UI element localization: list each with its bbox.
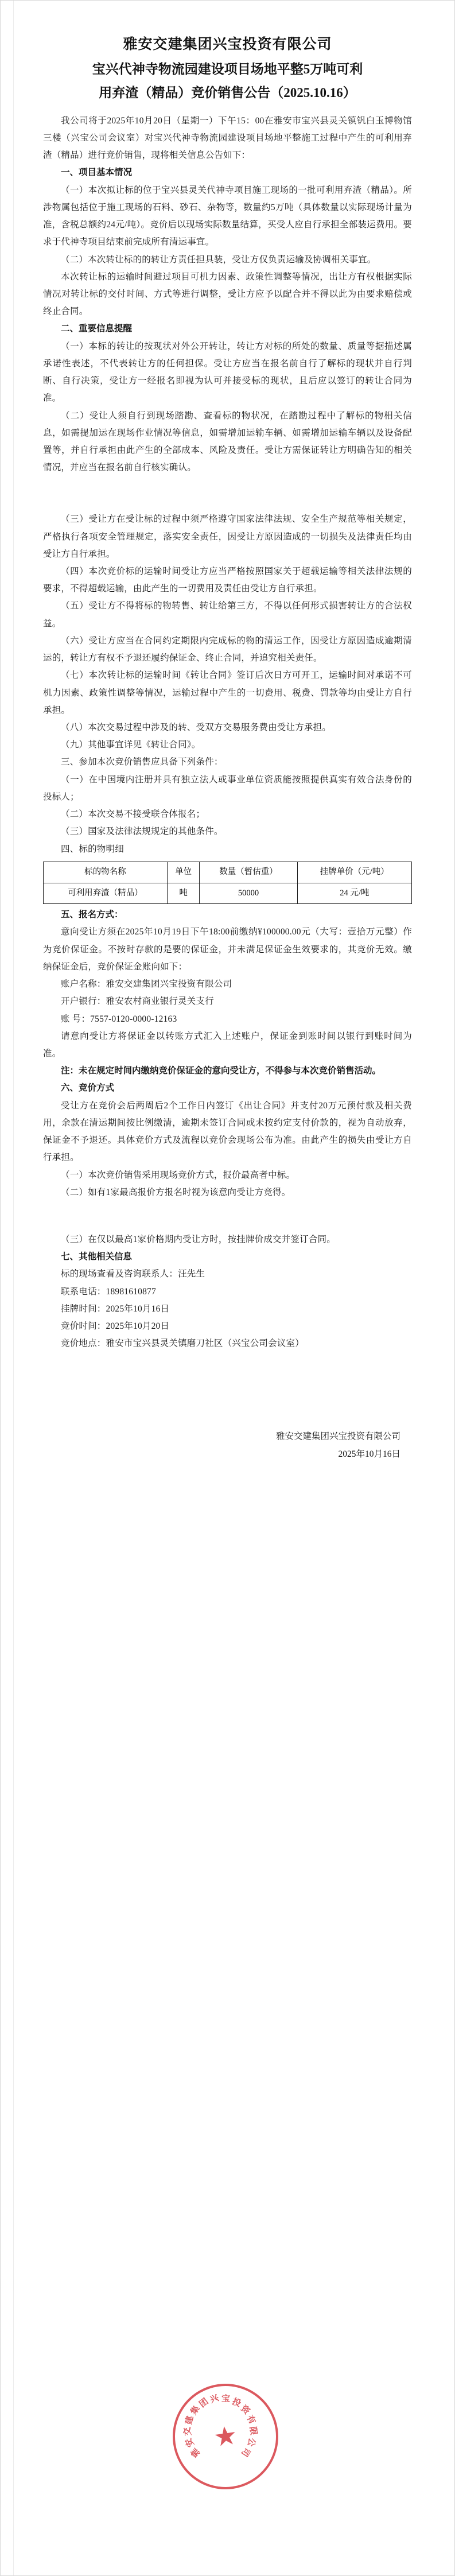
table-header-quantity: 数量（暂估重）	[200, 862, 297, 883]
official-seal	[166, 2377, 285, 2496]
table-header-price: 挂牌单价（元/吨）	[297, 862, 411, 883]
paragraph-notice-5: （五）受让方不得将标的物转售、转让给第三方，不得以任何形式损害转让方的合法权益。	[43, 601, 412, 629]
paragraph-deposit-warning: 注：未在规定时间内缴纳竞价保证金的意向受让方，不得参与本次竞价销售活动。	[61, 1066, 382, 1076]
table-header-unit: 单位	[167, 862, 200, 883]
paragraph-account-bank: 开户银行：雅安农村商业银行灵关支行	[61, 996, 214, 1007]
paragraph-notice-1: （一）本标的转让的按现状对外公开转让，转让方对标的所处的数量、质量等据描述属承诺性表述，不代表转让方的任何担保。受让方应当在报名前自行了解标的现状并自行判断、自行决策，受让方一经报名即视为认可并接受标的现状，且后应以签订的转让合同为准。	[43, 341, 412, 404]
paragraph-qualification-2: （三）国家及法律法规规定的其他条件。	[61, 827, 223, 837]
paragraph-notice-9: （九）其他事宜详见《转让合同》。	[61, 740, 201, 750]
paragraph-bidding-date: 竞价时间：2025年10月20日	[61, 1321, 170, 1332]
paragraph-bidding-3: （二）如有1家最高报价方报名时视为该意向受让方竞得。	[61, 1187, 291, 1197]
page-left-margin	[1, 1, 14, 2575]
paragraph-deposit-note: 请意向受让方将保证金以转账方式汇入上述账户，保证金到账时间以银行到账时间为准。	[43, 1031, 412, 1058]
paragraph-bidding-location: 竞价地点：雅安市宝兴县灵关镇磨刀社区（兴宝公司会议室）	[61, 1339, 304, 1349]
company-header: 雅安交建集团兴宝投资有限公司	[123, 37, 332, 52]
paragraph-notice-7: （七）本次转让标的运输时间《转让合同》签订后次日方可开工，运输时间对承诺不可机力因素、政策性调整等情况，运输过程中产生的一切费用、税费、罚款等均由受让方自行承担。	[43, 670, 412, 715]
paragraph-contact-phone: 联系电话：18981610877	[61, 1286, 156, 1297]
paragraph-bidding-1: 受让方在竞价会后两周后2个工作日内签订《出让合同》并支付20万元预付款及相关费用，余款在清运期间按比例缴清，逾期未签订合同或未按约定支付价款的，视为自动放弃，保证金不予退还。具体竞价方式及流程以竞价会现场公布为准。由此产生的损失由受让方自行承担。	[43, 1100, 412, 1163]
seal-star-icon: ★	[211, 2420, 239, 2453]
table-cell-price: 24 元/吨	[297, 883, 411, 904]
table-header-name: 标的物名称	[44, 862, 168, 883]
paragraph-listing-date: 挂牌时间：2025年10月16日	[61, 1303, 170, 1314]
section-heading-important-notice: 二、重要信息提醒	[61, 324, 133, 334]
paragraph-contact-person: 标的现场查看及咨询联系人：汪先生	[61, 1269, 205, 1279]
paragraph-notice-4: （四）本次竞价标的运输时间受让方应当严格按照国家关于超载运输等相关法律法规的要求，不得超载运输，由此产生的一切费用及责任由受让方自行承担。	[43, 567, 412, 594]
paragraph-deposit: 意向受让方须在2025年10月19日下午18:00前缴纳¥100000.00元（大写：壹拾万元整）作为竞价保证金。不按时存款的是要的保证金，并未满足保证金生效要求的，其竞价无效。缴纳保证金后，竞价保证金账向如下：	[43, 927, 412, 972]
paragraph-notice-2: （二）受让人须自行到现场踏勘、查看标的物状况，在踏勘过程中了解标的物相关信息，如需提加运在现场作业情况等信息，如需增加运输车辆、如需增加运输车辆以及设备配置等，并自行承担由此产生的全部成本、风险及责任。受让方需保证转让方明确告知的相关情况，并应当在报名前自行核实确认。	[43, 410, 412, 473]
signature-company: 雅安交建集团兴宝投资有限公司	[275, 1431, 400, 1441]
paragraph-notice-3: （三）受让方在受让标的过程中须严格遵守国家法律法规、安全生产规范等相关规定，严格执行各项安全管理规定，落实安全责任，因受让方原因造成的一切损失及法律责任均由受让方自行承担。	[43, 514, 412, 559]
paragraph-notice-6: （六）受让方应当在合同约定期限内完成标的物的清运工作，因受让方原因造成逾期清运的，转让方有权不予退还履约保证金、终止合同，并追究相关责任。	[43, 635, 412, 664]
paragraph-bidding-2: （一）本次竞价销售采用现场竞价方式，报价最高者中标。	[61, 1170, 295, 1180]
section-heading-registration: 五、报名方式：	[61, 910, 123, 920]
paragraph-account-number: 账 号：7557-0120-0000-12163	[61, 1014, 177, 1024]
table-cell-quantity: 50000	[200, 883, 297, 904]
table-cell-unit: 吨	[167, 883, 200, 904]
signature-date: 2025年10月16日	[338, 1449, 400, 1459]
paragraph-account-name: 账户名称：雅安交建集团兴宝投资有限公司	[61, 979, 232, 990]
paragraph-intro: 我公司将于2025年10月20日（星期一）下午15：00在雅安市宝兴县灵关镇钒白玉博物馆三楼（兴宝公司会议室）对宝兴代神寺物流园建设项目场地平整施工过程中产生的可利用弃渣（精品）进行竞价销售，现将相关信息公告如下：	[43, 115, 412, 161]
table-row	[44, 883, 412, 904]
paragraph-qualification-1: （二）本次交易不接受联合体报名；	[61, 809, 205, 820]
paragraph-qualification-heading: （一）在中国境内注册并具有独立法人或事业单位资质能按照提供真实有效合法身份的投标人；	[43, 774, 412, 802]
paragraph-notice-10: 三、参加本次竞价销售应具备下列条件：	[61, 757, 223, 767]
table-header-row	[44, 862, 412, 883]
table-cell-name: 可利用弃渣（精品）	[44, 883, 168, 904]
item-details-table	[43, 862, 412, 905]
section-heading-other-info: 七、其他相关信息	[61, 1252, 133, 1262]
paragraph-qualification-3: 四、标的物明细	[61, 844, 124, 854]
document-title-line2: 用弃渣（精品）竞价销售公告（2025.10.16）	[99, 86, 356, 100]
paragraph-notice-8: （八）本次交易过程中涉及的转、受双方交易服务费由受让方承担。	[61, 723, 332, 732]
paragraph-project-3: 本次转让标的运输时间避过项目可机力因素、政策性调整等情况，出让方有权根据实际情况对转让标的交付时间、方式等进行调整，受让方应予以配合并不得以此为由要求赔偿或终止合同。	[43, 271, 412, 317]
document-title-line1: 宝兴代神寺物流园建设项目场地平整5万吨可利	[92, 61, 363, 76]
seal-text: 雅 安 交 建 集 团 兴 宝 投 资 有 限 公 司	[182, 2393, 258, 2459]
paragraph-bidding-4: （三）在仅以最高1家价格期内受让方时，按挂牌价成交并签订合同。	[61, 1234, 336, 1244]
section-heading-bidding-method: 六、竞价方式	[61, 1083, 115, 1093]
paragraph-project-2: （二）本次转让标的的转让方责任担具装，受让方仅负责运输及协调相关事宜。	[61, 254, 376, 265]
paragraph-project-1: （一）本次拟让标的位于宝兴县灵关代神寺项目施工现场的一批可利用弃渣（精品）。所涉物属包括位于施工现场的石料、砂石、杂物等，数量约5万吨（具体数量以实际现场计量为准，含税总额约24元/吨）。竞价后以现场实际数量结算，买受人应自行承担全部装运费用。要求于代神寺项目结束前完成所有清运事宜。	[43, 185, 412, 247]
section-heading-project-info: 一、项目基本情况	[61, 168, 133, 178]
